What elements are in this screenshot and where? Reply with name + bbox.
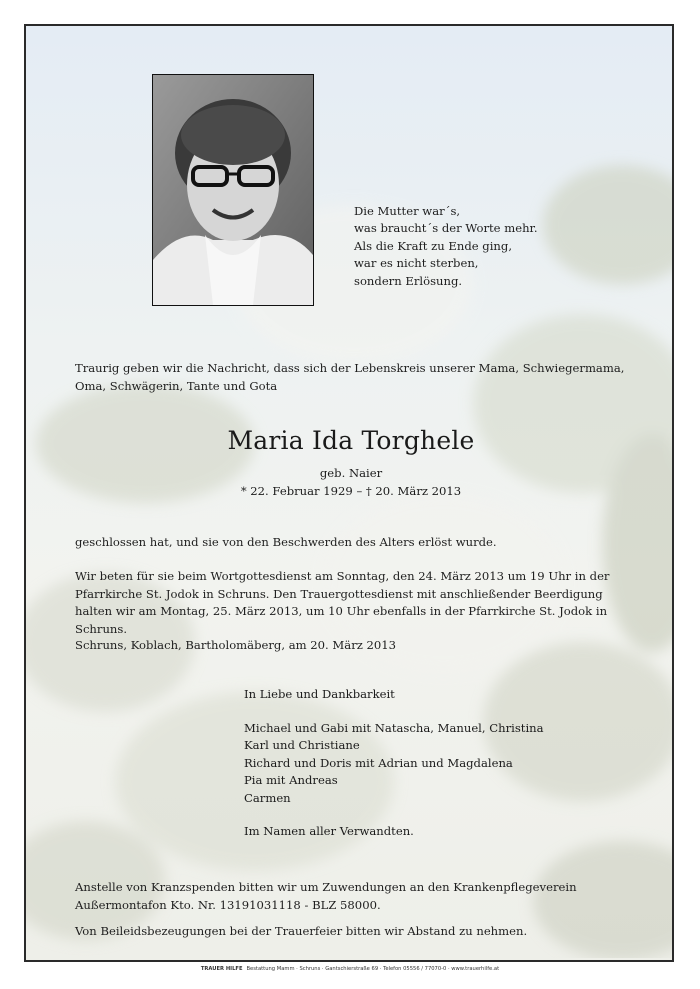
portrait-photo [152, 74, 314, 306]
obituary-card [24, 24, 674, 962]
relatives-note: Im Namen aller Verwandten. [244, 824, 414, 838]
footer-text: Bestattung Mamm · Schruns · Gantschierstraße 69 · Telefon 05556 / 77070-0 · www.trauerhilfe.at [246, 966, 500, 972]
life-dates: * 22. Februar 1929 – † 20. März 2013 [240, 484, 462, 498]
footer [0, 966, 700, 972]
greeting: In Liebe und Dankbarkeit [244, 687, 395, 701]
condolence-note: Von Beileidsbezeugungen bei der Trauerfeier bitten wir Abstand zu nehmen. [75, 924, 528, 938]
poem: Die Mutter war´s, was braucht´s der Worte mehr. Als die Kraft zu Ende ging, war es nicht sterben, sondern Erlösung. [354, 204, 538, 288]
maiden-name: geb. Naier [319, 466, 383, 480]
donation-note: Anstelle von Kranzspenden bitten wir um Zuwendungen an den Krankenpflegeverein Außermontafon Kto. Nr. 13191031118 - BLZ 58000. [75, 880, 577, 912]
footer-brand: TRAUER HILFE [200, 966, 243, 972]
place-date: Schruns, Koblach, Bartholomäberg, am 20. März 2013 [75, 638, 397, 652]
closing-line: geschlossen hat, und sie von den Beschwerden des Alters erlöst wurde. [75, 535, 497, 549]
mourners-list: Michael und Gabi mit Natascha, Manuel, Christina Karl und Christiane Richard und Doris mit Adrian und Magdalena Pia mit Andreas Carmen [244, 721, 544, 805]
service-info: Wir beten für sie beim Wortgottesdienst am Sonntag, den 24. März 2013 um 19 Uhr in der Pfarrkirche St. Jodok in Schruns. Den Trauergottesdienst mit anschließender Beerdigung halten wir am Montag, 25. März 2013, um 10 Uhr ebenfalls in der Pfarrkirche St. Jodok in Schruns. [75, 569, 610, 636]
deceased-name: Maria Ida Torghele [227, 426, 475, 455]
intro-text: Traurig geben wir die Nachricht, dass sich der Lebenskreis unserer Mama, Schwiegermama, Oma, Schwägerin, Tante und Gota [75, 361, 625, 393]
